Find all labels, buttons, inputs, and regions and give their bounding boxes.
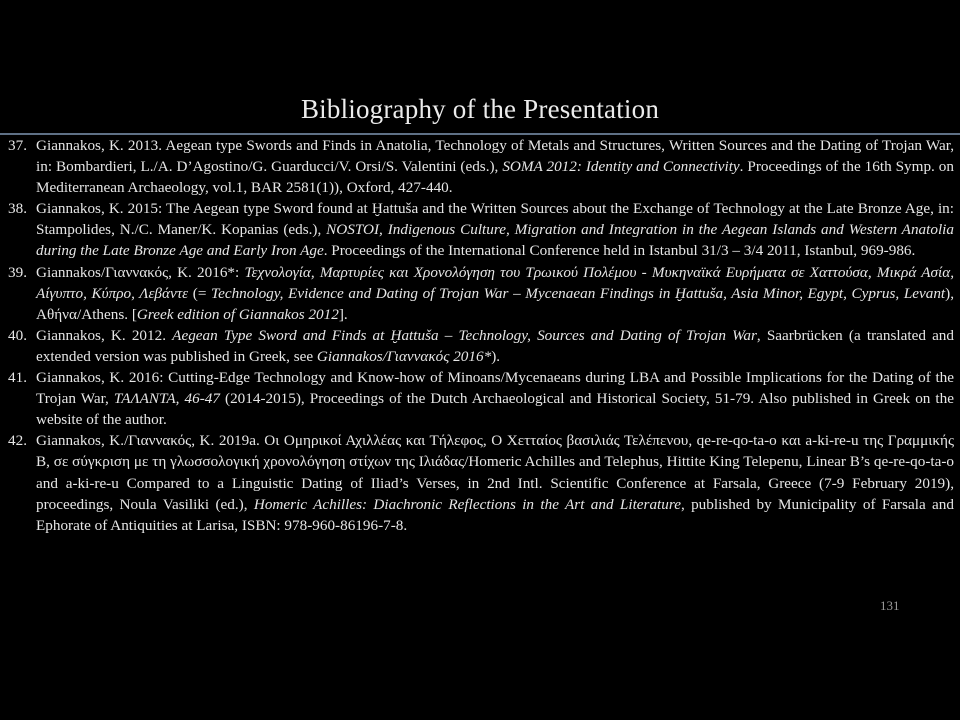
entry-text-italic: SOMA 2012: Identity and Connectivity [502, 158, 740, 176]
entry-text-italic: NOSTOI, Indigenous Culture, Migration and Integration in the Aegean Islands and Western Anatolia during the Late Bronze Age and Early Iron Age [36, 221, 954, 260]
entry-text-italic: Technology, Evidence and Dating of Trojan War – Mycenaean Findings in Ḫattuša, Asia Minor, Egypt, Cyprus, Levant [211, 284, 946, 302]
entry-text-part: Giannakos, K. 2016: Cutting-Edge Technology and Know-how of Minoans/Mycenaeans during LBA and Possible Implications for the Dating of the Trojan War, [36, 369, 954, 408]
entry-text [36, 432, 954, 533]
entry-text [36, 264, 954, 323]
entry-text-italic: Giannakos/Γιαννακός 2016* [316, 347, 492, 365]
bibliography-entry-42 [8, 430, 954, 535]
entry-text-italic: Τεχνολογία, Μαρτυρίες και Χρονολόγηση του Τρωικού Πολέμου - Μυκηναϊκά Ευρήματα σε Χαττούσα, Μικρά Ασία, Αίγυπτο, Κύπρο, Λεβάντε [36, 263, 954, 302]
entry-text-part: Giannakos, K. 2013. Aegean type Swords and Finds in Anatolia, Technology of Metals and Structures, Written Sources and the Dating of Trojan War, in: Bombardieri, L./A. D’Agostino/G. Guarducci/V. Orsi/S. Valentini (eds.), [36, 137, 954, 176]
entry-text-italic: Aegean Type Sword and Finds at Ḫattuša – Technology, Sources and Dating of Trojan War [172, 326, 757, 344]
bibliography-list [8, 135, 954, 536]
entry-text-part: ). [491, 347, 501, 365]
entry-number: 37. [8, 137, 27, 154]
entry-text-part: ), Αθήνα/Athens. [ [36, 284, 955, 323]
entry-text-part: (2014-2015), Proceedings of the Dutch Archaeological and Historical Society, 51-79. Also published in Greek on the website of the author. [36, 390, 954, 429]
entry-text-italic: ΤΑΛΑΝΤΑ, 46-47 [113, 390, 220, 408]
bibliography-entry-37 [8, 135, 954, 198]
slide-title: Bibliography of the Presentation [300, 94, 660, 124]
bibliography-entry-40 [8, 325, 954, 367]
entry-number: 40. [8, 326, 27, 344]
entry-text-italic: Homeric Achilles: Diachronic Reflections in the Art and Literature [253, 495, 681, 513]
entry-text [36, 369, 954, 428]
entry-text-italic: Greek edition of Giannakos 2012 [136, 305, 339, 323]
entry-text-part: . Proceedings of the 16th Symp. on Mediterranean Archaeology, vol.1, BAR 2581(1)), Oxford, 427-440. [36, 158, 954, 197]
entry-text-part: , Saarbrücken (a translated and extended version was published in Greek, see [36, 326, 954, 365]
bibliography-entry-41 [8, 367, 954, 430]
bibliography-entry-38 [8, 198, 954, 261]
entry-text-part: Giannakos, K. 2015: The Aegean type Sword found at Ḫattuša and the Written Sources about the Exchange of Technology at the Late Bronze Age, in: Stampolides, N./C. Maner/K. Kopanias (eds.), [36, 200, 954, 239]
entry-text-part: Giannakos, K. 2012. [36, 326, 173, 344]
entry-text [36, 137, 954, 196]
entry-number: 41. [8, 369, 27, 387]
entry-text [36, 200, 954, 259]
entry-number: 38. [8, 200, 27, 218]
entry-text-part: ]. [338, 305, 348, 323]
entry-number: 39. [8, 263, 27, 281]
entry-text-part: (= [188, 284, 212, 302]
entry-text-part: . Proceedings of the International Conference held in Istanbul 31/3 – 3/4 2011, Istanbul, 969-986. [323, 242, 916, 260]
entry-text-part: , published by Municipality of Farsala and Ephorate of Antiquities at Larisa, ISBN: 978-960-86196-7-8. [36, 495, 954, 534]
bibliography-entry-39 [8, 262, 954, 325]
entry-text-part: Giannakos/Γιαννακός, K. 2016*: [36, 263, 245, 281]
entry-text-part: Giannakos, K./Γιαννακός, K. 2019a. Οι Ομηρικοί Αχιλλέας και Τήλεφος, Ο Χετταίος βασιλιάς Τελέπενου, qe-re-qo-ta-o και a-ki-re-u της Γραμμικής Β, σε σύγκριση με τη γλωσσολογική χρονολόγηση στίχων της Ιλιάδας/Homeric Achilles and Telephus, Hittite King Telepenu, Linear B’s qe-re-qo-ta-o and a-ki-re-u Compared to a Linguistic Dating of Iliad’s Verses, in 2nd Intl. Scientific Conference at Farsala, Greece (7-9 February 2019), proceedings, Noula Vasiliki (ed.), [36, 432, 954, 513]
entry-number: 42. [8, 432, 27, 450]
page-number: 131 [880, 598, 900, 613]
entry-text [36, 327, 954, 365]
